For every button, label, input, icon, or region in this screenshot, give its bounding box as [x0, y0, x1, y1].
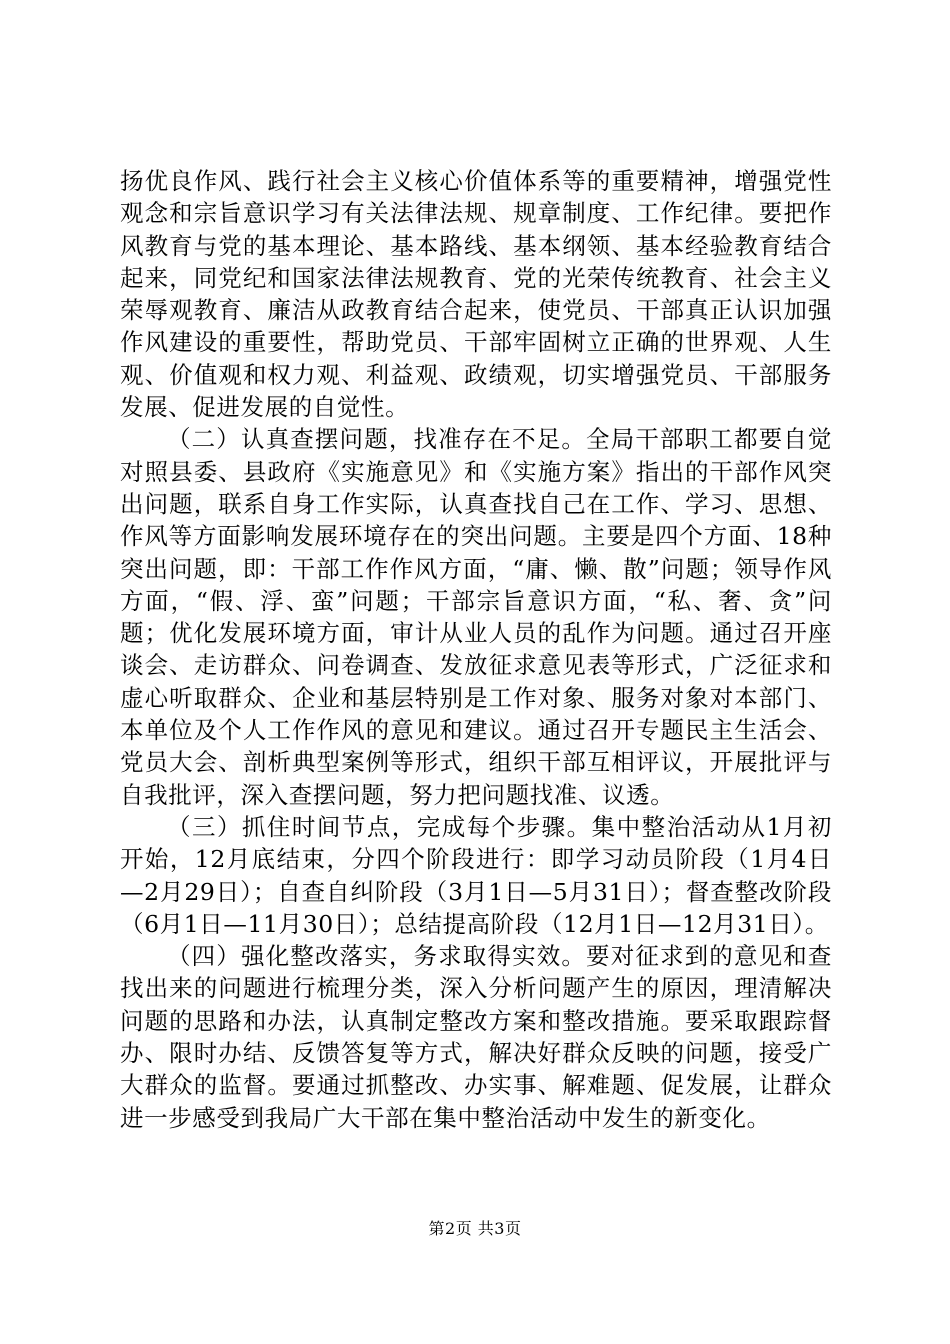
paragraph-3: （三）抓住时间节点，完成每个步骤。集中整治活动从1月初开始，12月底结束，分四个阶段进行：即学习动员阶段（1月4日—2月29日）；自查自纠阶段（3月1日—5月31日）；督查整改阶段（6月1日—11月30日）；总结提高阶段（12月1日—12月31日）。 [120, 812, 832, 938]
paragraph-4: （四）强化整改落实，务求取得实效。要对征求到的意见和查找出来的问题进行梳理分类，深入分析问题产生的原因，理清解决问题的思路和办法，认真制定整改方案和整改措施。要采取跟踪督办、限时办结、反馈答复等方式，解决好群众反映的问题，接受广大群众的监督。要通过抓整改、办实事、解难题、促发展，让群众进一步感受到我局广大干部在集中整治活动中发生的新变化。 [120, 942, 832, 1132]
paragraph-1: 扬优良作风、践行社会主义核心价值体系等的重要精神，增强党性观念和宗旨意识学习有关法律法规、规章制度、工作纪律。要把作风教育与党的基本理论、基本路线、基本纲领、基本经验教育结合起来，同党纪和国家法律法规教育、党的光荣传统教育、社会主义荣辱观教育、廉洁从政教育结合起来，使党员、干部真正认识加强作风建设的重要性，帮助党员、干部牢固树立正确的世界观、人生观、价值观和权力观、利益观、政绩观，切实增强党员、干部服务发展、促进发展的自觉性。 [120, 167, 832, 422]
page-number-footer: 第2页 共3页 [428, 1219, 522, 1238]
document-body [120, 165, 832, 1134]
paragraph-2: （二）认真查摆问题，找准存在不足。全局干部职工都要自觉对照县委、县政府《实施意见》和《实施方案》指出的干部作风突出问题，联系自身工作实际，认真查找自己在工作、学习、思想、作风等方面影响发展环境存在的突出问题。主要是四个方面、18种突出问题，即：干部工作作风方面，“庸、懒、散”问题；领导作风方面，“假、浮、蛮”问题；干部宗旨意识方面，“私、奢、贪”问题；优化发展环境方面，审计从业人员的乱作为问题。通过召开座谈会、走访群众、问卷调查、发放征求意见表等形式，广泛征求和虚心听取群众、企业和基层特别是工作对象、服务对象对本部门、本单位及个人工作作风的意见和建议。通过召开专题民主生活会、党员大会、剖析典型案例等形式，组织干部互相评议，开展批评与自我批评，深入查摆问题，努力把问题找准、议透。 [120, 425, 832, 809]
